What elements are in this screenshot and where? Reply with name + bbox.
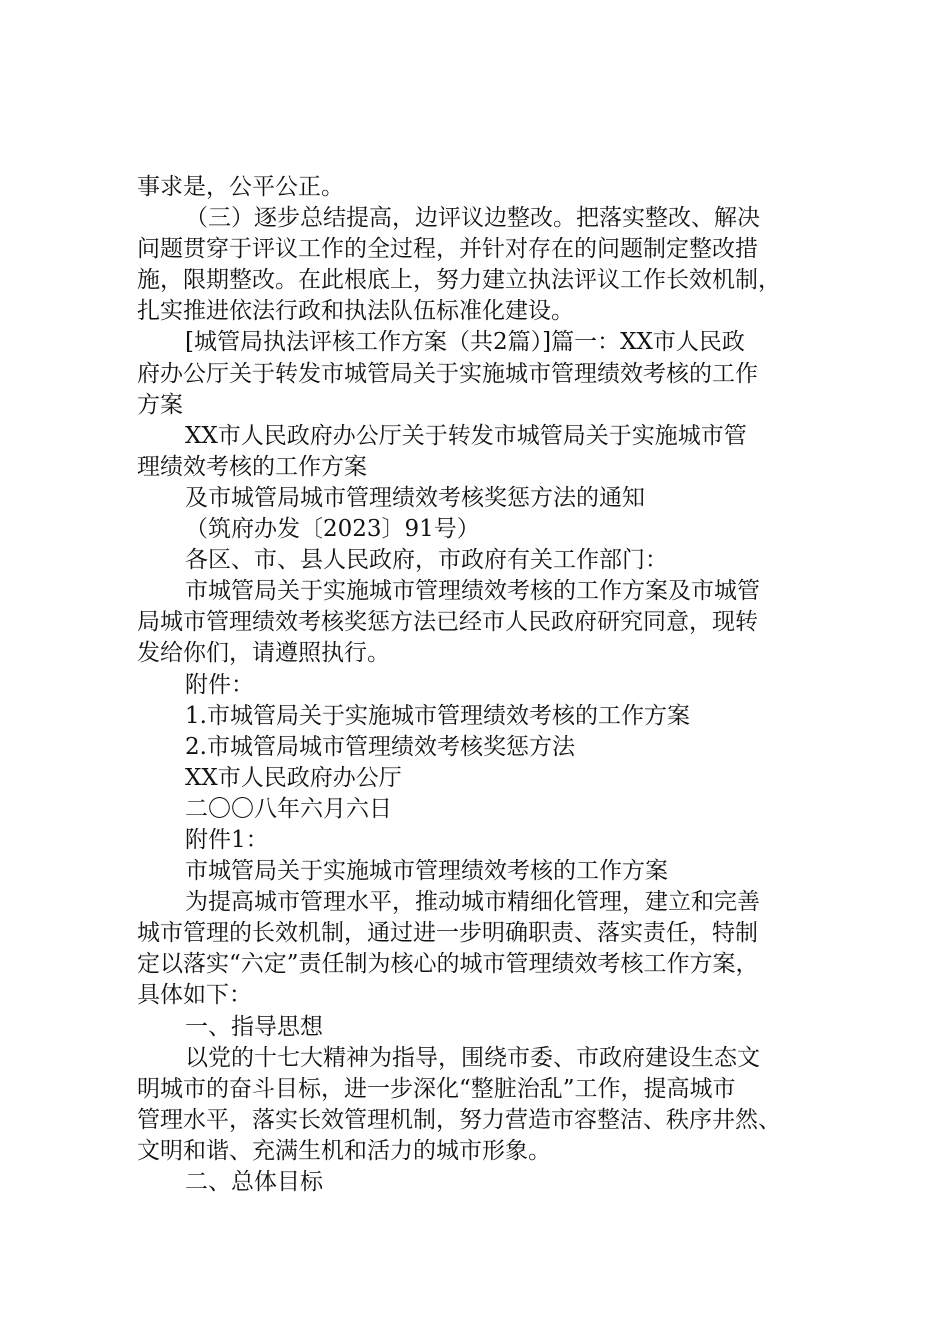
text-line: 文明和谐、充满生机和活力的城市形象。	[137, 1137, 551, 1164]
text-line: 管理水平，落实长效管理机制，努力营造市容整洁、秩序井然、	[137, 1106, 781, 1133]
text-line: （三）逐步总结提高，边评议边整改。把落实整改、解决	[185, 205, 760, 232]
text-line: 明城市的奋斗目标，进一步深化“整脏治乱”工作，提高城市	[137, 1075, 736, 1102]
text-line: 事求是，公平公正。	[137, 174, 344, 200]
attachment-heading: 附件1：	[185, 826, 269, 853]
text-line: [城管局执法评核工作方案（共2篇）]篇一：XX市人民政	[185, 329, 745, 356]
text-line: 理绩效考核的工作方案	[137, 453, 367, 480]
text-line: XX市人民政府办公厅关于转发市城管局关于实施城市管	[185, 422, 747, 449]
attachment-item: 2.市城管局城市管理绩效考核奖惩方法	[185, 733, 575, 760]
text-line: 市城管局关于实施城市管理绩效考核的工作方案及市城管	[185, 578, 760, 605]
issuer: XX市人民政府办公厅	[185, 764, 402, 791]
salutation: 各区、市、县人民政府，市政府有关工作部门：	[185, 547, 668, 574]
issue-date: 二〇〇八年六月六日	[185, 795, 392, 822]
text-line: 及市城管局城市管理绩效考核奖惩方法的通知	[185, 484, 645, 511]
text-line: 府办公厅关于转发市城管局关于实施城市管理绩效考核的工作	[137, 360, 758, 387]
document-body	[137, 172, 837, 1198]
text-line: 为提高城市管理水平，推动城市精细化管理，建立和完善	[185, 889, 760, 916]
text-line: 以党的十七大精神为指导，围绕市委、市政府建设生态文	[185, 1044, 760, 1071]
text-line: 具体如下：	[137, 982, 252, 1009]
text-line: 定以落实“六定”责任制为核心的城市管理绩效考核工作方案，	[137, 951, 759, 978]
text-line: 问题贯穿于评议工作的全过程，并针对存在的问题制定整改措	[137, 236, 758, 263]
section-heading: 二、总体目标	[185, 1169, 323, 1195]
text-line: 局城市管理绩效考核奖惩方法已经市人民政府研究同意，现转	[137, 609, 758, 636]
attachment-label: 附件：	[185, 671, 254, 698]
attachment-item: 1.市城管局关于实施城市管理绩效考核的工作方案	[185, 702, 690, 729]
text-line: 城市管理的长效机制，通过进一步明确职责、落实责任，特制	[137, 920, 758, 947]
text-line: 施，限期整改。在此根底上，努力建立执法评议工作长效机制，	[137, 267, 781, 294]
text-line: 方案	[137, 391, 183, 418]
section-title: 市城管局关于实施城市管理绩效考核的工作方案	[185, 858, 668, 885]
text-line: 扎实推进依法行政和执法队伍标准化建设。	[137, 298, 574, 325]
section-heading: 一、指导思想	[185, 1013, 323, 1040]
text-line: 发给你们，请遵照执行。	[137, 640, 390, 667]
document-number: （筑府办发〔2023〕91号）	[185, 516, 480, 543]
